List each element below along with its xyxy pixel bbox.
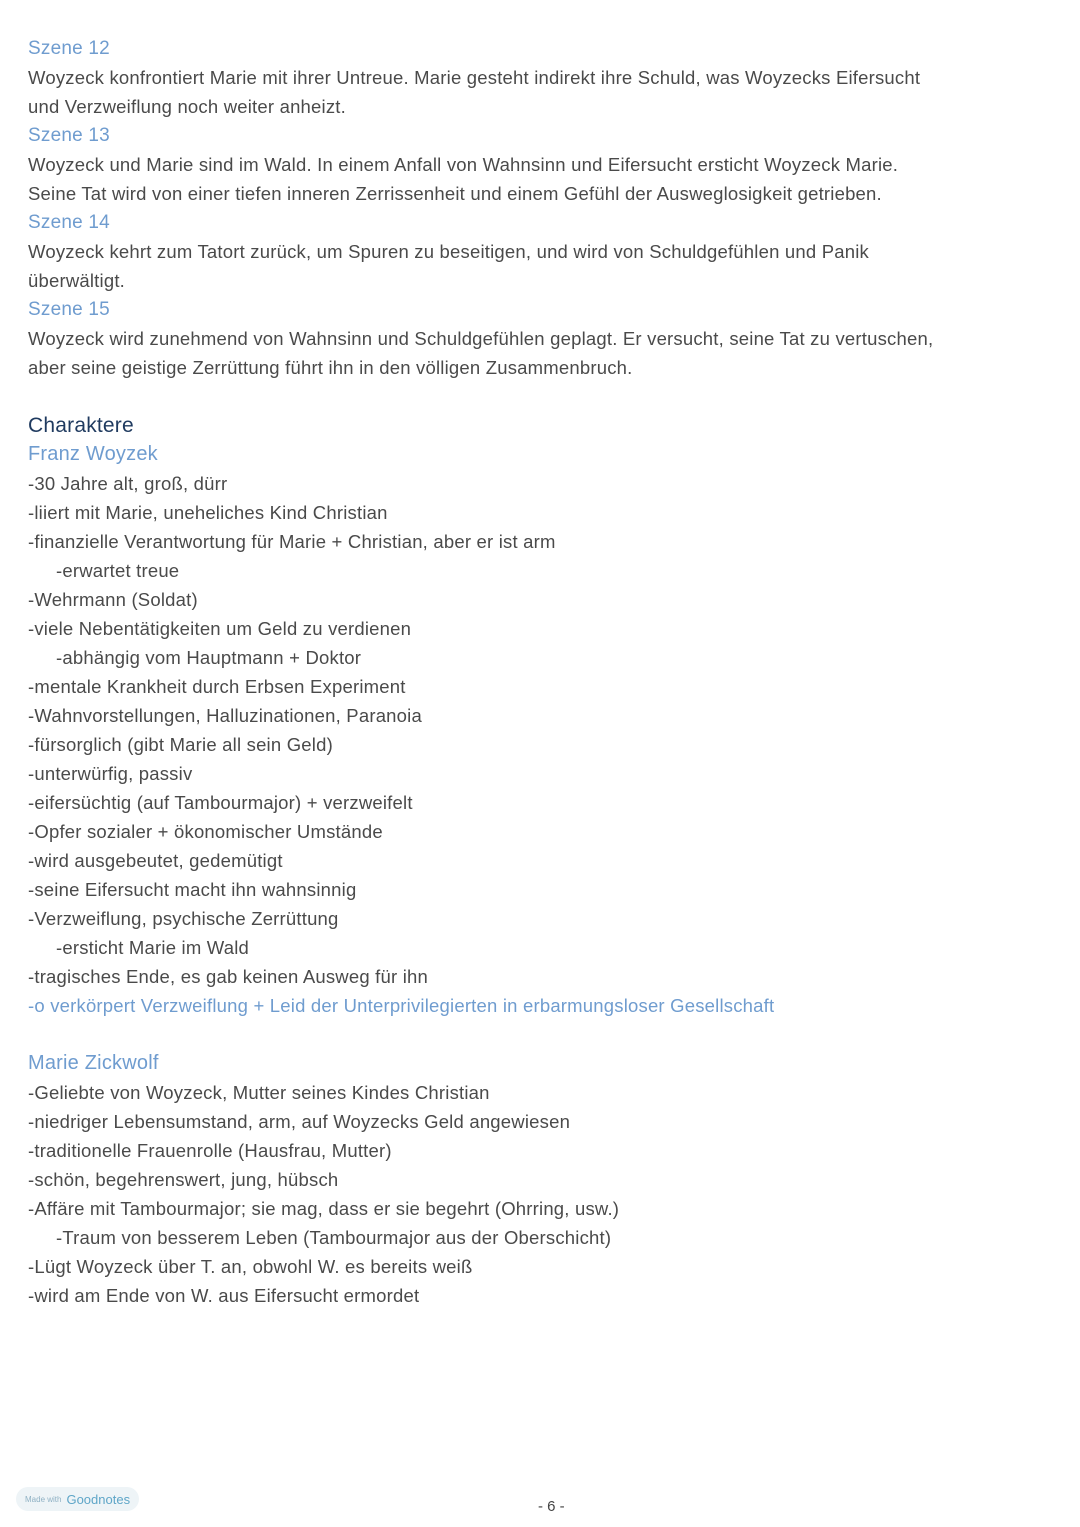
list-item: -liiert mit Marie, uneheliches Kind Christian bbox=[28, 502, 388, 523]
page-number: - 6 - bbox=[538, 1498, 565, 1515]
scene-text: Woyzeck und Marie sind im Wald. In einem Anfall von Wahnsinn und Eifersucht ersticht Woyzeck Marie. bbox=[28, 154, 899, 175]
list-item: -Wehrmann (Soldat) bbox=[28, 589, 198, 610]
list-item: -eifersüchtig (auf Tambourmajor) + verzweifelt bbox=[28, 792, 413, 813]
list-item: -Wahnvorstellungen, Halluzinationen, Paranoia bbox=[28, 705, 422, 726]
list-item: -unterwürfig, passiv bbox=[28, 763, 193, 784]
scene-title: Szene 15 bbox=[28, 299, 110, 320]
list-subitem: -abhängig vom Hauptmann + Doktor bbox=[56, 647, 362, 668]
note-page bbox=[28, 34, 1058, 1310]
goodnotes-badge[interactable] bbox=[16, 1487, 139, 1511]
list-item: -seine Eifersucht macht ihn wahnsinnig bbox=[28, 879, 357, 900]
scene-13 bbox=[28, 121, 1058, 208]
scene-text: Woyzeck kehrt zum Tatort zurück, um Spuren zu beseitigen, und wird von Schuldgefühlen und Panik bbox=[28, 241, 869, 262]
scene-15 bbox=[28, 295, 1058, 382]
character-marie bbox=[28, 1049, 1058, 1310]
list-item: -niedriger Lebensumstand, arm, auf Woyzecks Geld angewiesen bbox=[28, 1111, 571, 1132]
list-item: -wird ausgebeutet, gedemütigt bbox=[28, 850, 283, 871]
list-item: -fürsorglich (gibt Marie all sein Geld) bbox=[28, 734, 333, 755]
list-item: -wird am Ende von W. aus Eifersucht ermordet bbox=[28, 1285, 420, 1306]
scene-12 bbox=[28, 34, 1058, 121]
list-item: -Lügt Woyzeck über T. an, obwohl W. es bereits weiß bbox=[28, 1256, 473, 1277]
list-item: -finanzielle Verantwortung für Marie + Christian, aber er ist arm bbox=[28, 531, 556, 552]
characters-heading: Charaktere bbox=[28, 414, 134, 437]
character-name: Marie Zickwolf bbox=[28, 1052, 159, 1074]
summary-item: -o verkörpert Verzweiflung + Leid der Unterprivilegierten in erbarmungsloser Gesellschaft bbox=[28, 995, 775, 1016]
list-item: -schön, begehrenswert, jung, hübsch bbox=[28, 1169, 339, 1190]
list-item: -Opfer sozialer + ökonomischer Umstände bbox=[28, 821, 383, 842]
scene-title: Szene 12 bbox=[28, 38, 110, 59]
list-subitem: -ersticht Marie im Wald bbox=[56, 937, 250, 958]
list-item: -Affäre mit Tambourmajor; sie mag, dass er sie begehrt (Ohrring, usw.) bbox=[28, 1198, 620, 1219]
list-subitem: -erwartet treue bbox=[56, 560, 180, 581]
scene-text: Woyzeck konfrontiert Marie mit ihrer Untreue. Marie gesteht indirekt ihre Schuld, was Woyzecks Eifersucht bbox=[28, 67, 921, 88]
scene-title: Szene 14 bbox=[28, 212, 110, 233]
list-item: -Verzweiflung, psychische Zerrüttung bbox=[28, 908, 339, 929]
scene-14 bbox=[28, 208, 1058, 295]
list-item: -Geliebte von Woyzeck, Mutter seines Kindes Christian bbox=[28, 1082, 490, 1103]
scene-title: Szene 13 bbox=[28, 125, 110, 146]
badge-brand: Goodnotes bbox=[66, 1491, 131, 1507]
list-item: -30 Jahre alt, groß, dürr bbox=[28, 473, 228, 494]
list-item: -traditionelle Frauenrolle (Hausfrau, Mutter) bbox=[28, 1140, 392, 1161]
list-item: -mentale Krankheit durch Erbsen Experiment bbox=[28, 676, 406, 697]
badge-prefix: Made with bbox=[25, 1494, 62, 1504]
character-name: Franz Woyzek bbox=[28, 443, 158, 465]
scene-text: Seine Tat wird von einer tiefen inneren Zerrissenheit und einem Gefühl der Ausweglosigkeit getrieben. bbox=[28, 183, 882, 204]
list-item: -viele Nebentätigkeiten um Geld zu verdienen bbox=[28, 618, 412, 639]
list-subitem: -Traum von besserem Leben (Tambourmajor aus der Oberschicht) bbox=[56, 1227, 612, 1248]
scene-text: überwältigt. bbox=[28, 270, 126, 291]
character-franz bbox=[28, 440, 1058, 1020]
scene-text: Woyzeck wird zunehmend von Wahnsinn und Schuldgefühlen geplagt. Er versucht, seine Tat zu vertuschen, bbox=[28, 328, 934, 349]
scene-text: aber seine geistige Zerrüttung führt ihn in den völligen Zusammenbruch. bbox=[28, 357, 633, 378]
list-item: -tragisches Ende, es gab keinen Ausweg für ihn bbox=[28, 966, 428, 987]
scene-text: und Verzweiflung noch weiter anheizt. bbox=[28, 96, 346, 117]
